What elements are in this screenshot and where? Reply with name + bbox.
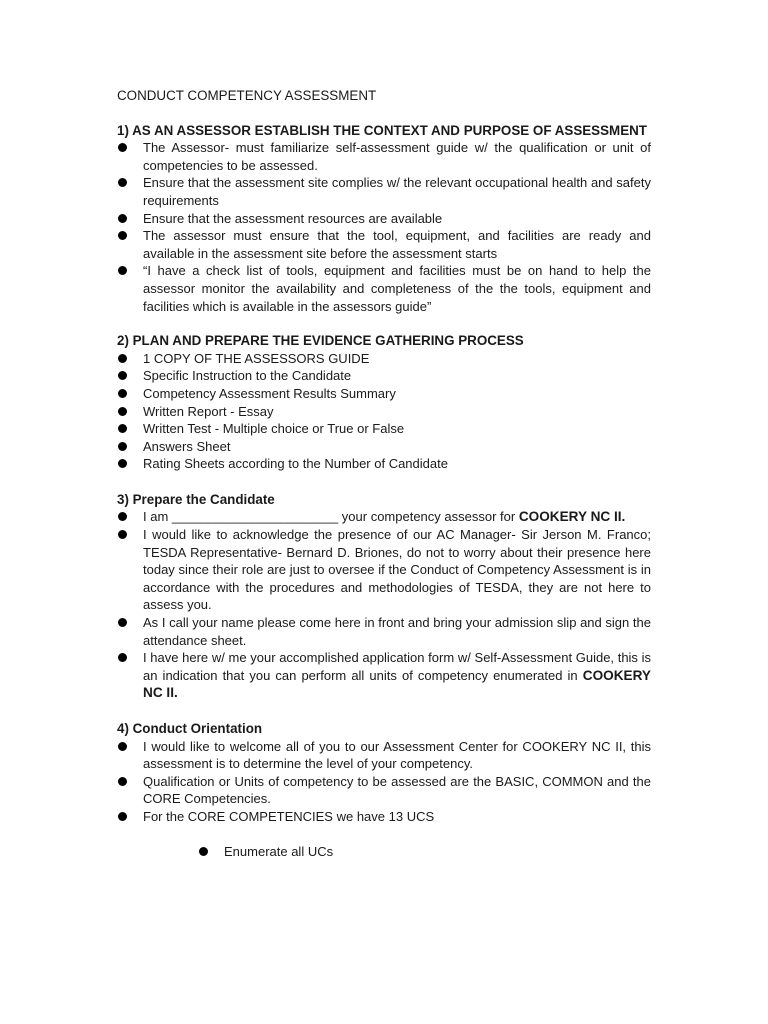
list-item: Specific Instruction to the Candidate — [117, 367, 651, 385]
list-item: Rating Sheets according to the Number of Candidate — [117, 455, 651, 473]
section-4-heading: 4) Conduct Orientation — [117, 721, 263, 736]
qualification-name: COOKERY NC II. — [143, 667, 651, 701]
list-item — [117, 649, 651, 702]
list-item: Ensure that the assessment site complies w/ the relevant occupational health and safety requirements — [117, 174, 651, 209]
list-item: Ensure that the assessment resources are available — [117, 210, 651, 228]
list-item: Competency Assessment Results Summary — [117, 385, 651, 403]
sub-list-item — [117, 843, 651, 861]
section-2-list — [117, 350, 651, 473]
list-item: Answers Sheet — [117, 438, 651, 456]
list-item: Written Test - Multiple choice or True or False — [117, 420, 651, 438]
bullet-icon — [199, 847, 208, 856]
list-item-text: I am _______________________ your competency assessor for — [143, 509, 519, 525]
list-item: For the CORE COMPETENCIES we have 13 UCS — [117, 808, 651, 826]
section-4-list — [117, 738, 651, 826]
list-item: As I call your name please come here in front and bring your admission slip and sign the attendance sheet. — [117, 614, 651, 649]
list-item-text: I have here w/ me your accomplished application form w/ Self-Assessment Guide, this is an indication that you can perform all units of competency enumerated in — [143, 650, 651, 683]
section-2-heading: 2) PLAN AND PREPARE THE EVIDENCE GATHERING PROCESS — [117, 333, 524, 349]
qualification-name: COOKERY NC II. — [518, 509, 626, 525]
section-3-list — [117, 508, 651, 702]
list-item — [117, 508, 651, 526]
list-item: The Assessor- must familiarize self-assessment guide w/ the qualification or unit of competencies to be assessed. — [117, 139, 651, 174]
list-item: Qualification or Units of competency to be assessed are the BASIC, COMMON and the CORE Competencies. — [117, 773, 651, 808]
section-3-heading: 3) Prepare the Candidate — [117, 491, 275, 507]
section-1-heading: 1) AS AN ASSESSOR ESTABLISH THE CONTEXT AND PURPOSE OF ASSESSMENT — [117, 122, 647, 138]
document-title: CONDUCT COMPETENCY ASSESSMENT — [117, 88, 377, 103]
document-body — [117, 87, 651, 860]
sub-list-item-text: Enumerate all UCs — [224, 843, 334, 859]
list-item: “I have a check list of tools, equipment and facilities must be on hand to help the assessor monitor the availability and completeness of the the tools, equipment and facilities which is available in the assessors guide” — [117, 262, 651, 315]
list-item: 1 COPY OF THE ASSESSORS GUIDE — [117, 350, 651, 368]
list-item: I would like to welcome all of you to our Assessment Center for COOKERY NC II, this assessment is to determine the level of your competency. — [117, 738, 651, 773]
list-item: The assessor must ensure that the tool, equipment, and facilities are ready and available in the assessment site before the assessment starts — [117, 227, 651, 262]
section-1-list — [117, 139, 651, 315]
list-item: Written Report - Essay — [117, 403, 651, 421]
list-item: I would like to acknowledge the presence of our AC Manager- Sir Jerson M. Franco; TESDA Representative- Bernard D. Briones, do not to worry about their presence here today since their role are just to oversee if the Conduct of Competency Assessment is in accordance with the procedures and methodologies of TESDA, they are not here to assess you. — [117, 526, 651, 614]
